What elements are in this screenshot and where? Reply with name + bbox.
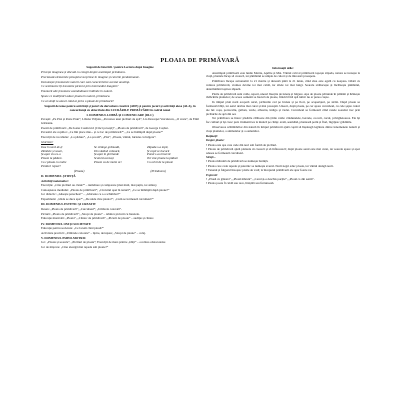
paragraph: Primăvara începe astronomic la 21 martie și durează până la 21 iunie, când ziua este egală cu noaptea. Odată cu venirea primăverii, vremea devine tot mai caldă, iar zilele tot mai lungi. Soarele strălucește și încălzește pământul, determinând topirea zăpezii. bbox=[206, 80, 360, 91]
text-line: Joc didactic: „Găsește perechea!” – „Ghiceste ce s-a schimbat?” bbox=[41, 193, 121, 197]
text-line: Educație muzicală: „Ploaia”, „Cântec de primăvară”, „Picurii de ploaie” – audiție și cântec. bbox=[41, 217, 155, 221]
poem-2 bbox=[94, 146, 146, 169]
domain-5-heading: V. DOMENIUL PSIHO-MOTRIC bbox=[41, 235, 87, 240]
poem-line: Din văzduh coboară, bbox=[94, 149, 121, 153]
text-line: Povești: „Pe Ploi și Peste Prun”, Liliana Vrăjoiu, „Povestea unei picături de apă”, Lia Descepet Voiculescu, „O veste”, de Emil Gârleanu. bbox=[41, 117, 199, 125]
text-line: Exerciții de vocabular: „La pădure”, „La școală”, „Ploi”, „Ploaia, vântul, furtuna cu fulgere”. bbox=[41, 136, 157, 140]
text-line: Ce ai simțit tu atunci când ai prins o ploaie de primăvară? bbox=[41, 99, 114, 103]
domain-3-heading: III. DOMENIUL ESTETIC ȘI CREATIV bbox=[41, 202, 97, 207]
section-heading: Sugestii de Interirii / pentru Lectura după Imagine bbox=[86, 66, 154, 69]
text-line: Precizează elementele peisajului surprinse în imagine și culorile predominante. bbox=[41, 75, 140, 79]
poem-line: Tot vine ploaia la pădure bbox=[147, 157, 179, 161]
domain-2-heading: II. DOMENIUL ȘTIINȚĂ bbox=[41, 174, 76, 179]
poem-line: Picături repezi? bbox=[41, 164, 61, 168]
text-line: Poezii de primăvară: „De Ioana Cosmovici (Cinci povești)”, „Ploaia de primăvară”, de George Coșbuc. bbox=[41, 126, 169, 130]
expresii-heading: Expresii: bbox=[206, 172, 218, 177]
text-line: Educație pentru societate: „Ce facem când plouă?” bbox=[41, 226, 104, 230]
poem-line: Pomii s-au înverzit bbox=[147, 153, 171, 157]
text-line: Spune ce modificări aduce ploaia în natură, primăvara. bbox=[41, 95, 111, 99]
text-line: Enumeră alte fenomene asemănătoare întâlnite în natură. bbox=[41, 90, 113, 94]
intro-lines bbox=[41, 71, 199, 104]
text-line: Joc: „Ploaia și soarele”, „Picături de ploaie”; Exerciții de mers printre „bălți” – ocolirea obstacolelor. bbox=[41, 241, 166, 245]
text-line: Ce sentimente îți transmite pictorul prin intermediul imaginii? bbox=[41, 85, 119, 89]
text-line: Denumește fenomenele naturii care sunt caracteristice acestui anotimp. bbox=[41, 80, 130, 84]
bullet-item: • Tunetul și fulgerul însoțesc ploile de vară; la începutul primăverii ele apar foarte rar. bbox=[206, 169, 360, 173]
poem-signature: (Primăvara) bbox=[150, 168, 166, 173]
info-heading: Informații utile: bbox=[272, 66, 294, 71]
paragraph: Observarea schimbărilor din natură în timpul primăverii ajută copiii să înțeleagă legătura dintre fenomenele naturii și viața plantelor, a animalelor și a oamenilor. bbox=[206, 125, 360, 133]
poem-line: Se strânge grămadă, bbox=[94, 145, 120, 149]
bullet-item: • „Plouă cu găleata”, „Plouă mărunt”, „Cerul și-a deschis porțile”, „Plouă ca din senin”. bbox=[206, 178, 360, 182]
paragraph: Anotimpul primăverii este lunile Martie, Aprilie și Mai. Vântul cald al primăverii topește zăpada, natura se trezește la viață, plantele încep să crească, iar pământul se umple de culori și de mirosuri proaspete. bbox=[206, 71, 360, 79]
retineti-heading: Rețineți! bbox=[206, 133, 218, 138]
left-column bbox=[41, 66, 199, 251]
domain-4-heading: IV. DOMENIUL OM ȘI SOCIETATE bbox=[41, 221, 91, 226]
poem-1 bbox=[41, 146, 93, 169]
poems-row bbox=[41, 146, 199, 169]
paragraph: Tot primăvara se întorc păsările călătoare din țările calde: rândunelele, berzele, cocorii, cucul, privighetoarea. Ele își fac cuiburi și își cresc puii. Oamenii ies la muncă pe câmp: arată, seamănă, plantează pomi și flori, îngrijesc grădinile. bbox=[206, 117, 360, 125]
poem-line: Ploaie ca de multe ori bbox=[94, 160, 122, 164]
poem-line: Și copii se bucură bbox=[147, 149, 170, 153]
poem-line: Ploaie la pădure. bbox=[41, 157, 63, 161]
poem-line: Zâmbete și soare, bbox=[41, 149, 63, 153]
poem-line: Și-apoi în ghirlande bbox=[94, 153, 119, 157]
text-line: Pictură: „Ploaia de primăvară”; „Stropi de ploaie” – tehnica picturii cu buretele. bbox=[41, 212, 140, 216]
bullet-item: • Ploaia măruntă de primăvară se numește burniță. bbox=[206, 160, 360, 164]
bullet-item: • Ploaia poate fi caldă sau rece, liniștită sau furtunoasă. bbox=[206, 182, 360, 186]
right-column bbox=[206, 66, 360, 186]
retineti-subheading: Despre ploaie: bbox=[206, 138, 225, 143]
bullet-item: • Ploaia de primăvară ajută plantele să crească și să înflorească; după ploaie aerul este mai curat, iar soarele apare și apoi adesea se formează curcubeul. bbox=[206, 148, 360, 156]
ghicitori-label: Ghicitori: bbox=[41, 141, 54, 145]
bullet-item: • Ploaia care cade repede și puternic se numește aversă. Norii negri aduc ploaia, iar vântul alungă norii. bbox=[206, 165, 360, 169]
paragraph: În timpul ploii norii acoperă cerul, picăturile cad pe frunze și pe flori, pe acoperișuri, pe străzi. După ploaie se formează bălți, iar aerul devine mai curat și mai proaspăt. Uneori, după ploaie, pe cer apare curcubeul, cu cele șapte culori ale lui: roșu, portocaliu, galben, verde, albastru, indigo și violet. Curcubeul se formează când razele soarelui trec prin picăturile de apă din aer. bbox=[206, 101, 360, 116]
text-line: Experiment: „Unde se duce apa?”, „De unde vine ploaia?”, „Cum se formează curcubeul?” bbox=[41, 198, 154, 202]
poem-line: Zăpada s-a topit, bbox=[147, 145, 169, 149]
poem-line: Cu ochii de la ploaie bbox=[147, 160, 173, 164]
text-line: Joc de mișcare: „Cine aleargă mai repede sub ploaie?” bbox=[41, 246, 109, 250]
paragraph: Ploile de primăvară sunt calde, repezi, uneori însoțite de tunete și fulgere. Apa de ploaie pătrunde în pământ și hrănește rădăcinile plantelor; de aceea oamenii se bucură de ploaie, fiindcă fără apă nimic nu ar putea crește. bbox=[206, 92, 360, 100]
poem-line: Ce-i ploaia cu multe bbox=[41, 160, 67, 164]
poem-line: Dau în vară de-ți bbox=[41, 145, 63, 149]
text-line: Povestiri ale copiilor: „Ce îmi place mie... și ce fac de primăvară?”, „Ce se întâmplă după ploaie?” bbox=[41, 131, 163, 135]
strofe-heading: Strofe... bbox=[206, 155, 217, 160]
text-line: Privește imaginea și discută cu colegii despre anotimpul primăvara. bbox=[41, 70, 126, 74]
poem-line: Scutură aceeași bbox=[94, 157, 114, 161]
text-line: Cunoașterea mediului: „Ploaia de primăvară”; „Circuitul apei în natură”; „Ce se întâmplă după ploaie?” bbox=[41, 188, 170, 192]
sugestii-heading: Sugestii de teme pentru activități și jocuri de dezvoltare creativă (ADE) și pentru jocuri și activități alese (ALA), în concordanță cu obiectivele din LUCRĂRILE PRIMĂVĂRII în cadrul temei bbox=[44, 104, 196, 112]
domain-2-subheading: Activități matematice: bbox=[41, 178, 69, 183]
document-title: PLOAIA DE PRIMĂVARĂ bbox=[160, 57, 240, 64]
bullet-item: • Ploaia este apa care cade din nori sub formă de picături. bbox=[206, 144, 360, 148]
poem-line: Și-apoi viu cu-o bbox=[41, 153, 61, 157]
poem-3 bbox=[147, 146, 199, 169]
text-line: Desen: „Ploaia de primăvară”; „Curcubeul”; „Umbrela colorată”. bbox=[41, 207, 122, 211]
text-line: Exercițiu: „Câte picături au căzut?” – numărare și comparare (mai mult, mai puțin, tot atâtea) bbox=[41, 183, 157, 187]
poem-signature: (Ploaia) bbox=[74, 168, 85, 173]
domain-1-heading: I. DOMENIUL LIMBĂ ȘI COMUNICARE (DLC) bbox=[86, 112, 154, 117]
text-line: Activitate practică: „Umbrele colorate” – lipire, decupare; „Stropi de ploaie” – colaj. bbox=[41, 231, 146, 235]
